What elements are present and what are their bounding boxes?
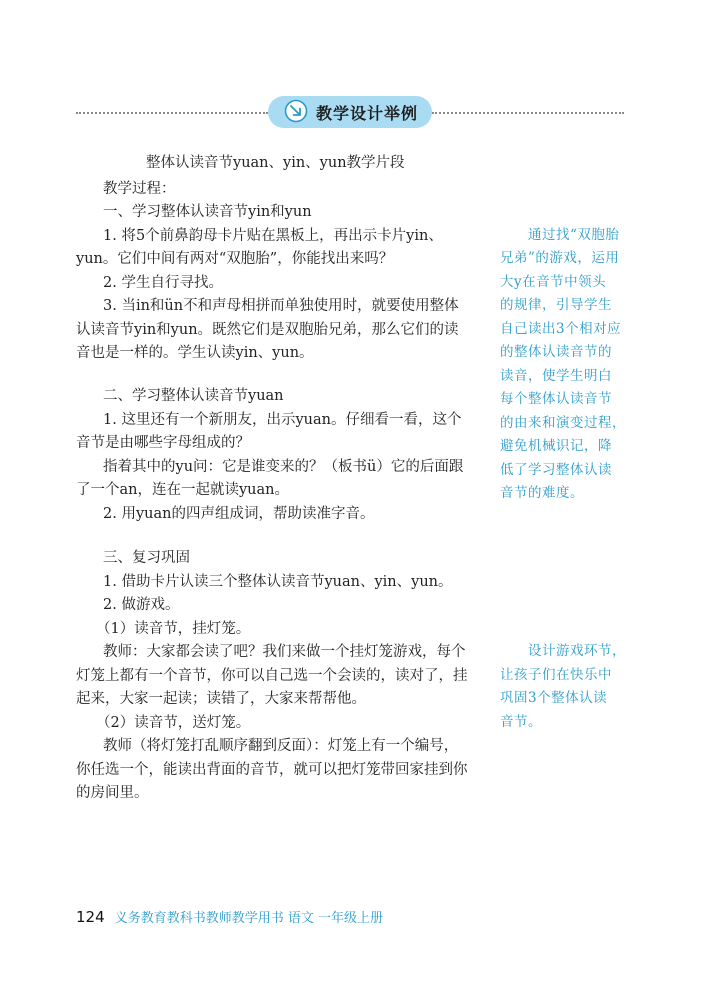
body-line: 起来，大家一起读；读错了，大家来帮帮他。 [76, 691, 366, 707]
body-line: 了一个an，连在一起就读yuan。 [76, 482, 289, 498]
book-title: 义务教育教科书教师教学用书 语文 一年级上册 [114, 911, 384, 926]
page-footer [76, 907, 383, 926]
body-line: （1）读音节，挂灯笼。 [96, 621, 251, 637]
body-line: 灯笼上都有一个音节，你可以自己选一个会读的，读对了，挂 [76, 668, 468, 684]
body-line: 2. 学生自行寻找。 [103, 275, 223, 291]
section-badge [268, 96, 432, 128]
body-line: 指着其中的yu问：它是谁变来的？（板书ü）它的后面跟 [103, 459, 464, 475]
body-line: 的房间里。 [76, 785, 149, 801]
page-number: 124 [76, 908, 105, 926]
sidenote-line: 的整体认读音节的 [500, 344, 612, 360]
sidenote-line: 避免机械识记，降 [500, 438, 612, 454]
body-line: 1. 这里还有一个新朋友，出示yuan。仔细看一看，这个 [103, 412, 462, 428]
body-line: 一、学习整体认读音节yin和yun [103, 204, 312, 220]
header-divider-left [76, 112, 268, 114]
body-line: 三、复习巩固 [103, 550, 190, 566]
sidenote-line: 兄弟”的游戏，运用 [500, 250, 620, 266]
body-line: （2）读音节，送灯笼。 [96, 715, 251, 731]
sidenote-line: 音节。 [500, 714, 542, 730]
sidenote-line: 通过找“双胞胎 [528, 227, 620, 243]
body-line: 二、学习整体认读音节yuan [103, 388, 284, 404]
sidenote-line: 大y在音节中领头 [500, 274, 607, 290]
body-line: 音节是由哪些字母组成的？ [76, 435, 250, 451]
body-line: 教师（将灯笼打乱顺序翻到反面）：灯笼上有一个编号， [103, 738, 459, 754]
body-line: 音也是一样的。学生认读yin、yun。 [76, 345, 314, 361]
body-line: 2. 做游戏。 [103, 597, 180, 613]
sidenote-line: 让孩子们在快乐中 [500, 667, 612, 683]
sidenote-line: 的规律，引导学生 [500, 297, 612, 313]
sidenote-line: 音节的难度。 [500, 485, 584, 501]
sidenote-line: 每个整体认读音节 [500, 391, 612, 407]
sidenote-line: 自己读出3个相对应 [500, 321, 622, 337]
body-line: 1. 借助卡片认读三个整体认读音节yuan、yin、yun。 [103, 574, 453, 590]
body-line: yun。它们中间有两对“双胞胎”，你能找出来吗？ [76, 251, 394, 267]
section-title: 整体认读音节yuan、yin、yun教学片段 [146, 155, 405, 171]
sidenote-line: 低了学习整体认读 [500, 462, 612, 478]
sidenote-line: 读音，使学生明白 [500, 368, 612, 384]
sidenote-line: 设计游戏环节， [528, 643, 626, 659]
arrow-circle-icon [284, 99, 308, 123]
body-line: 教学过程： [103, 181, 176, 197]
body-line: 2. 用yuan的四声组成词，帮助读准字音。 [103, 506, 375, 522]
body-line: 你任选一个，能读出背面的音节，就可以把灯笼带回家挂到你 [76, 762, 468, 778]
sidenote-line: 的由来和演变过程， [500, 415, 626, 431]
body-line: 3. 当in和ün不和声母相拼而单独使用时，就要使用整体 [103, 298, 459, 314]
section-badge-title: 教学设计举例 [316, 104, 419, 123]
body-line: 1. 将5个前鼻韵母卡片贴在黑板上，再出示卡片yin、 [103, 228, 443, 244]
header-divider-right [432, 112, 624, 114]
body-line: 认读音节yin和yun。既然它们是双胞胎兄弟，那么它们的读 [76, 322, 459, 338]
body-line: 教师：大家都会读了吧？我们来做一个挂灯笼游戏，每个 [103, 644, 466, 660]
sidenote-line: 巩固3个整体认读 [500, 690, 608, 706]
